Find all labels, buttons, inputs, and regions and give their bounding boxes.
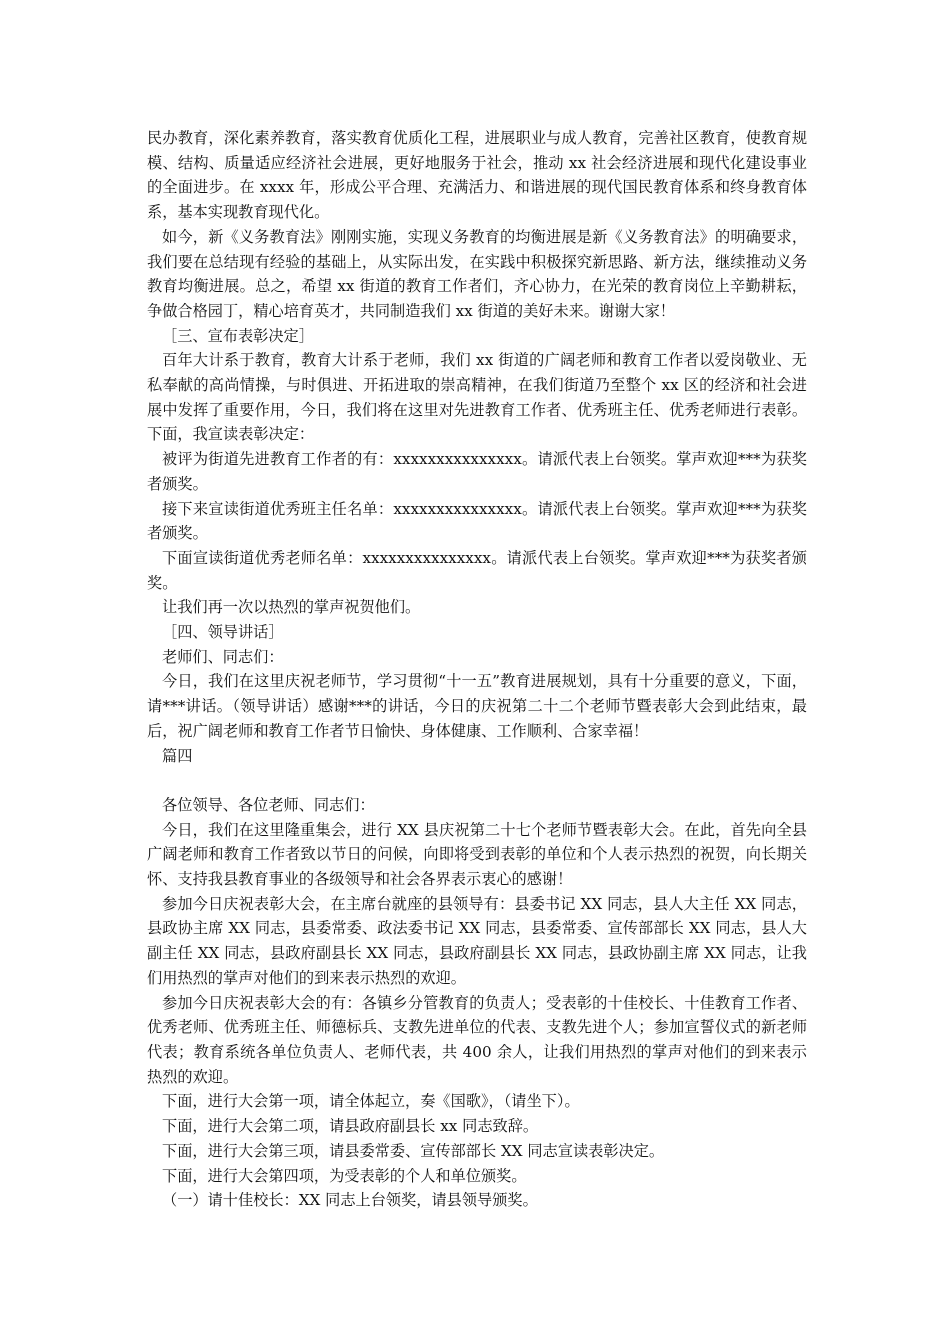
paragraph: 今日，我们在这里庆祝老师节，学习贯彻“十一五”教育进展规划，具有十分重要的意义，下面，请***讲话。（领导讲话）感谢***的讲话，今日的庆祝第二十二个老师节暨表彰大会到此结束，最后，祝广阔老师和教育工作者节日愉快、身体健康、工作顺利、合家幸福！: [147, 672, 807, 740]
agenda-item: 下面，进行大会第三项，请县委常委、宣传部部长 XX 同志宣读表彰决定。: [162, 1141, 665, 1160]
chapter-title: 篇四: [162, 746, 193, 765]
paragraph: 百年大计系于教育，教育大计系于老师，我们 xx 街道的广阔老师和教育工作者以爱岗敬业、无私奉献的高尚情操，与时俱进、开拓进取的崇高精神，在我们街道乃至整个 xx 区的经济和社会进展中发挥了重要作用，今日，我们将在这里对先进教育工作者、优秀班主任、优秀老师进行表彰。下面，我宣读表彰决定：: [147, 351, 807, 444]
paragraph: 参加今日庆祝表彰大会，在主席台就座的县领导有：县委书记 XX 同志，县人大主任 XX 同志，县政协主席 XX 同志，县委常委、政法委书记 XX 同志，县委常委、宣传部部长 XX 同志，县人大副主任 XX 同志，县政府副县长 XX 同志，县政府副县长 XX 同志，县政协副主席 XX 同志，让我们用热烈的掌声对他们的到来表示热烈的欢迎。: [147, 894, 807, 987]
section-heading-3: ［三、宣布表彰决定］: [162, 326, 314, 345]
award-item: （一）请十佳校长：XX 同志上台领奖，请县领导颁奖。: [162, 1191, 538, 1210]
salutation: 老师们、同志们：: [162, 647, 284, 666]
section-heading-4: ［四、领导讲话］: [162, 623, 284, 642]
paragraph: 接下来宣读街道优秀班主任名单：xxxxxxxxxxxxxxx。请派代表上台领奖。掌声欢迎***为获奖者颁奖。: [147, 499, 807, 543]
paragraph: 下面宣读街道优秀老师名单：xxxxxxxxxxxxxxx。请派代表上台领奖。掌声欢迎***为获奖者颁奖。: [147, 548, 807, 592]
agenda-item: 下面，进行大会第一项，请全体起立，奏《国歌》，（请坐下）。: [162, 1092, 580, 1111]
agenda-item: 下面，进行大会第二项，请县政府副县长 xx 同志致辞。: [162, 1117, 539, 1136]
blank-line: [147, 768, 807, 793]
paragraph: 让我们再一次以热烈的掌声祝贺他们。: [162, 598, 421, 617]
paragraph: 如今，新《义务教育法》刚刚实施，实现义务教育的均衡进展是新《义务教育法》的明确要求，我们要在总结现有经验的基础上，从实际出发，在实践中积极探究新思路、新方法，继续推动义务教育均衡进展。总之，希望 xx 街道的教育工作者们，齐心协力，在光荣的教育岗位上辛勤耕耘，争做合格园丁，精心培育英才，共同制造我们 xx 街道的美好未来。谢谢大家！: [147, 227, 807, 320]
paragraph: 今日，我们在这里隆重集会，进行 XX 县庆祝第二十七个老师节暨表彰大会。在此，首先向全县广阔老师和教育工作者致以节日的问候，向即将受到表彰的单位和个人表示热烈的祝贺，向长期关怀、支持我县教育事业的各级领导和社会各界表示衷心的感谢！: [147, 820, 807, 889]
document-body: [147, 126, 807, 1213]
paragraph: 参加今日庆祝表彰大会的有：各镇乡分管教育的负责人；受表彰的十佳校长、十佳教育工作者、优秀老师、优秀班主任、师德标兵、支教先进单位的代表、支教先进个人；参加宣誓仪式的新老师代表；教育系统各单位负责人、老师代表，共 400 余人，让我们用热烈的掌声对他们的到来表示热烈的欢迎。: [147, 993, 807, 1086]
agenda-item: 下面，进行大会第四项，为受表彰的个人和单位颁奖。: [162, 1166, 527, 1185]
paragraph-continuation: 民办教育，深化素养教育，落实教育优质化工程，进展职业与成人教育，完善社区教育，使教育规模、结构、质量适应经济社会进展，更好地服务于社会，推动 xx 社会经济进展和现代化建设事业的全面进步。在 xxxx 年，形成公平合理、充满活力、和谐进展的现代国民教育体系和终身教育体系，基本实现教育现代化。: [147, 129, 807, 222]
paragraph: 被评为街道先进教育工作者的有：xxxxxxxxxxxxxxx。请派代表上台领奖。掌声欢迎***为获奖者颁奖。: [147, 450, 807, 493]
salutation: 各位领导、各位老师、同志们：: [162, 795, 375, 814]
